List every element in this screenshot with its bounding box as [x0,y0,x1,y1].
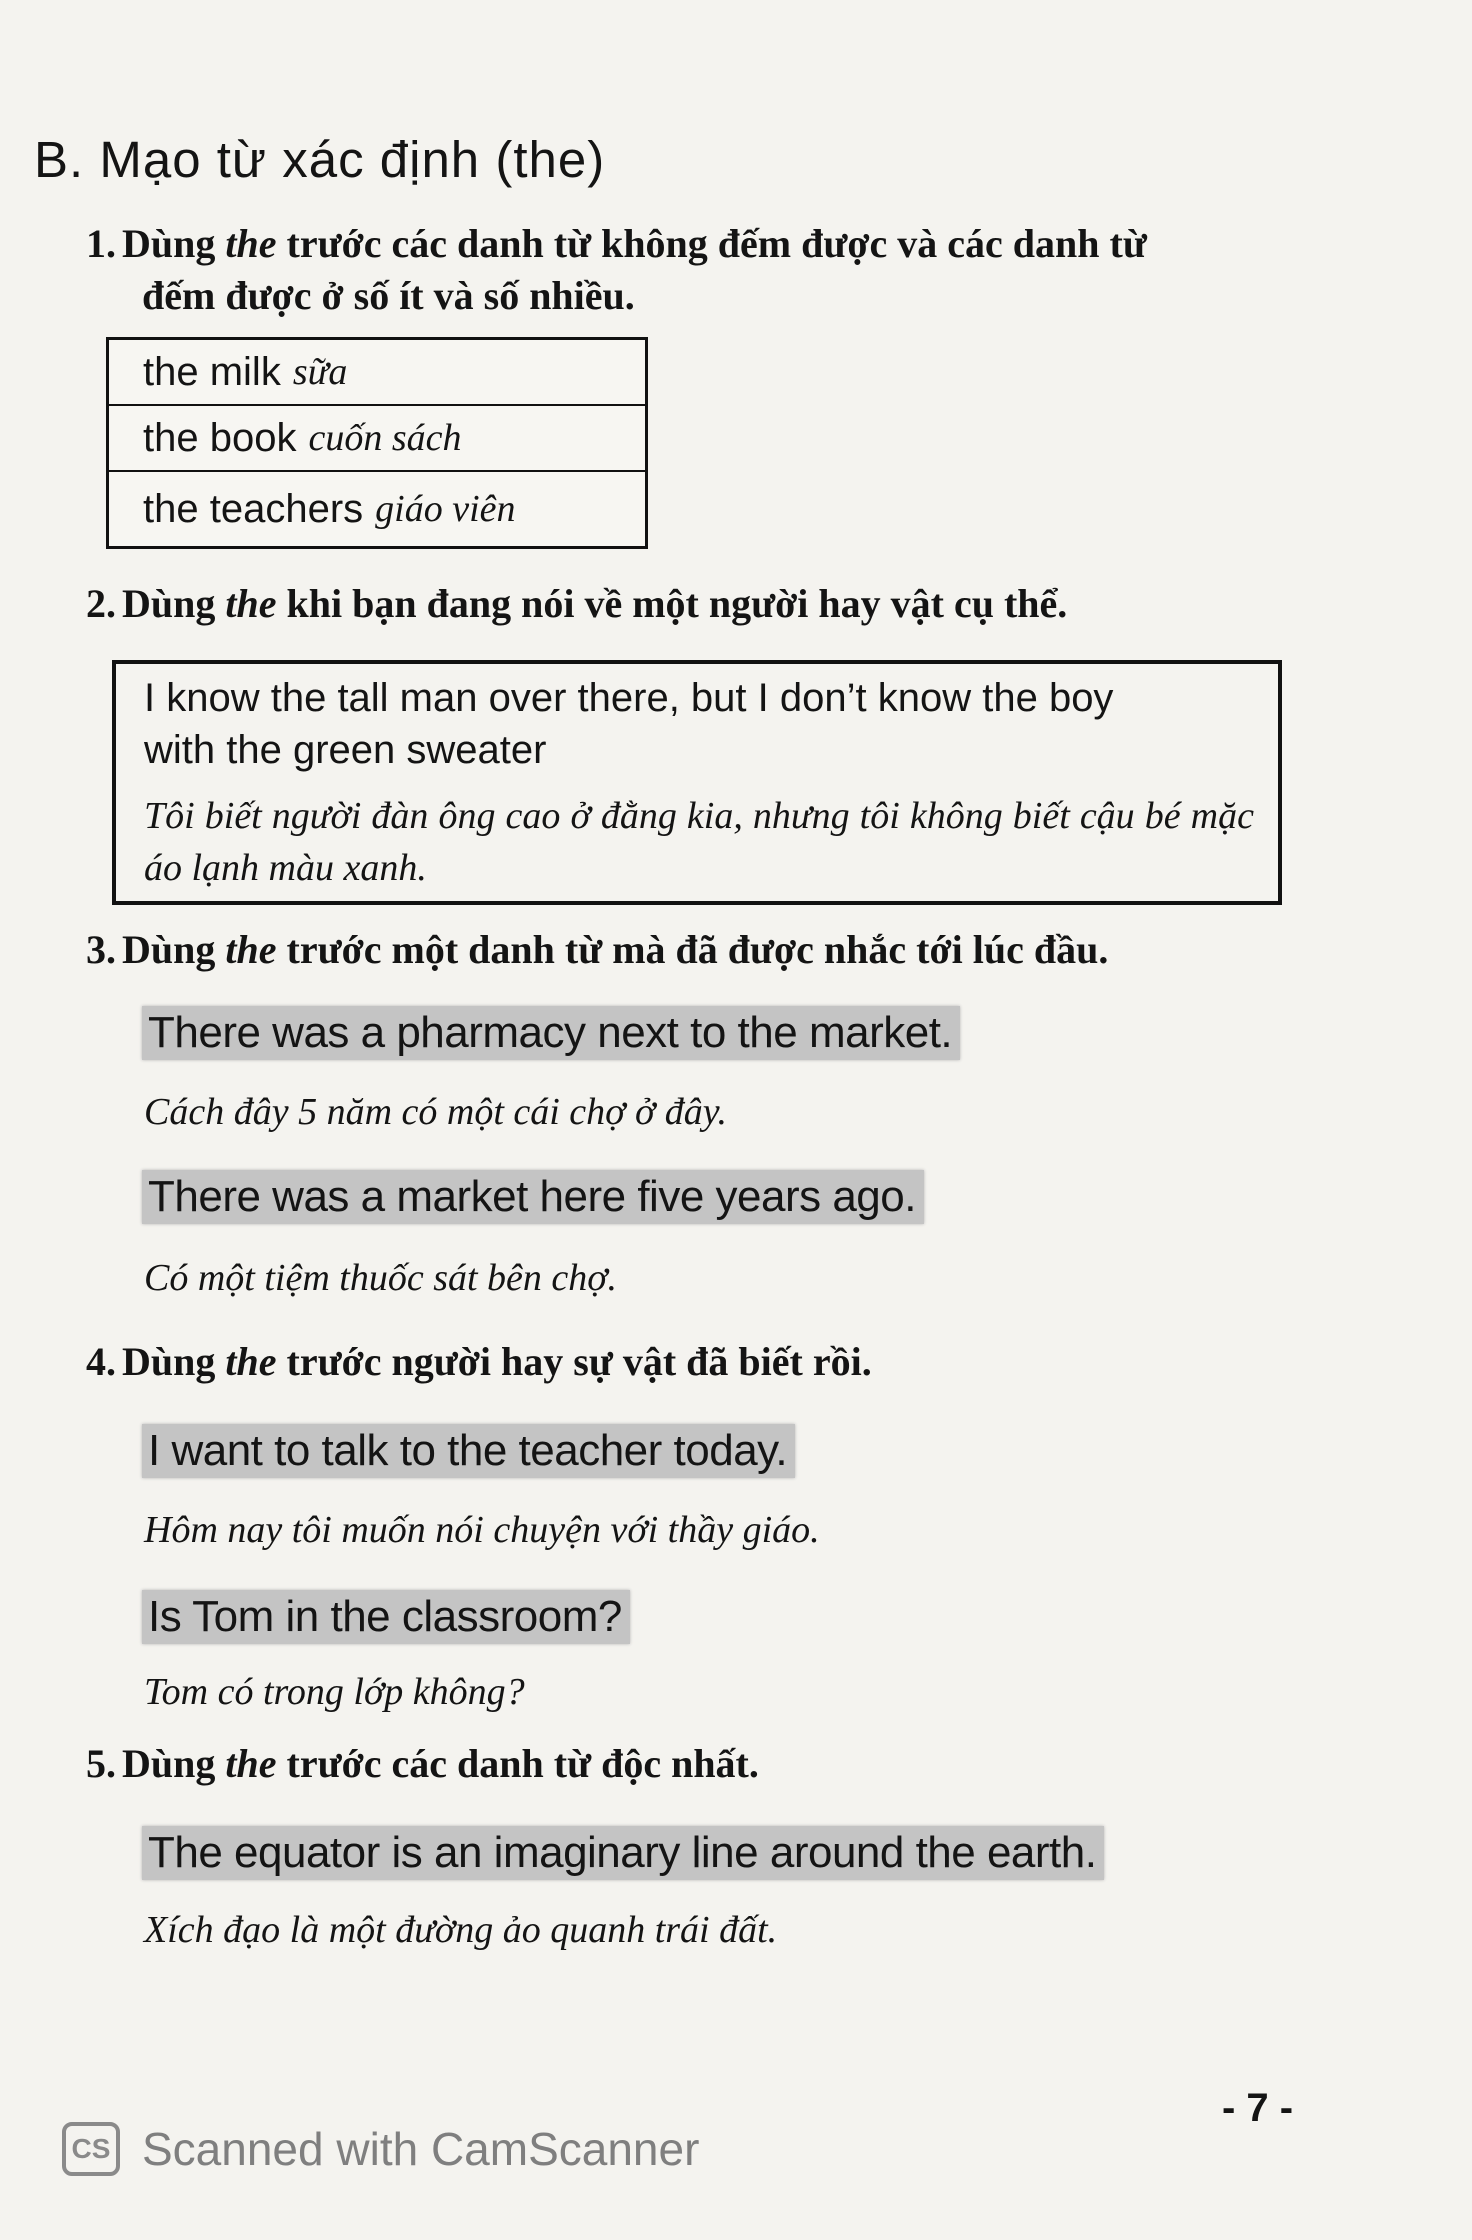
highlighted-sentence: Is Tom in the classroom? [142,1590,630,1644]
word-table [106,337,648,549]
rule-4: 4. Dùng the trước người hay sự vật đã biết rồi. [86,1339,872,1384]
example-translation: Tôi biết người đàn ông cao ở đằng kia, nhưng tôi không biết cậu bé mặc áo lạnh màu xanh. [144,795,1254,889]
sentence-translation: Hôm nay tôi muốn nói chuyện với thầy giáo. [144,1509,820,1551]
rule-number: 2. [86,581,116,626]
highlighted-sentence: The equator is an imaginary line around the earth. [142,1826,1104,1880]
rule-number: 5. [86,1741,116,1786]
highlighted-sentence: I want to talk to the teacher today. [142,1424,795,1478]
highlighted-sentence: There was a pharmacy next to the market. [142,1006,960,1060]
watermark-text: Scanned with CamScanner [142,2123,700,2175]
rule-number: 4. [86,1339,116,1384]
highlighted-sentence: There was a market here five years ago. [142,1170,924,1224]
camscanner-logo-icon: CS [62,2122,120,2176]
sentence-translation: Cách đây 5 năm có một cái chợ ở đây. [144,1091,728,1133]
table-row: the book cuốn sách [109,406,645,472]
sentence-translation: Có một tiệm thuốc sát bên chợ. [144,1257,618,1299]
section-title: B. Mạo từ xác định (the) [34,131,606,188]
table-row: the milk sữa [109,340,645,406]
sentence-translation: Xích đạo là một đường ảo quanh trái đất. [144,1909,778,1951]
rule-5: 5. Dùng the trước các danh từ độc nhất. [86,1741,759,1786]
example-english: I know the tall man over there, but I don’t know the boy with the green sweater [144,676,1114,772]
rule-1: 1. Dùng the trước các danh từ không đếm được và các danh từ đếm được ở số ít và số nhiều. [86,221,1147,318]
table-row: the teachers giáo viên [143,486,516,531]
example-box [112,660,1282,905]
rule-2: 2. Dùng the khi bạn đang nói về một người hay vật cụ thể. [86,581,1068,626]
camscanner-watermark [62,2122,699,2176]
sentence-translation: Tom có trong lớp không? [144,1671,525,1713]
page-number: - 7 - [1222,2086,1294,2130]
rule-number: 1. [86,221,116,266]
rule-number: 3. [86,927,116,972]
rule-3: 3. Dùng the trước một danh từ mà đã được nhắc tới lúc đầu. [86,927,1109,972]
